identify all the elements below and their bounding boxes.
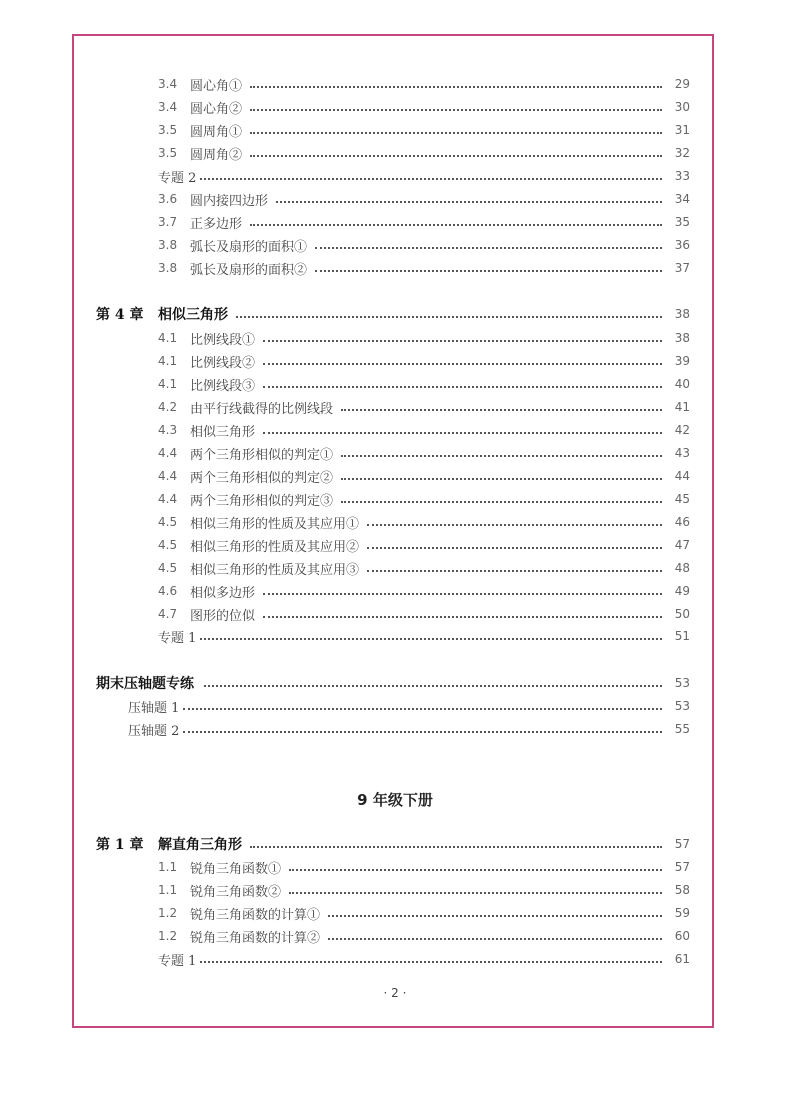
entry-number: 3.5: [158, 123, 178, 137]
dot-leader: [315, 269, 662, 272]
chapter-title: 相似三角形: [158, 307, 228, 323]
entry-title: 圆内接四边形: [190, 193, 269, 209]
dot-leader: [204, 684, 662, 687]
chapter-label: 第 1 章: [96, 837, 144, 853]
entry-number: 4.1: [158, 377, 178, 391]
entry-page: 45: [674, 492, 690, 506]
dot-leader: [367, 546, 662, 549]
entry-page: 30: [674, 100, 690, 114]
entry-title: 压轴题 1: [128, 700, 180, 716]
entry-number: 3.6: [158, 192, 178, 206]
dot-leader: [341, 477, 662, 480]
toc-entry[interactable]: [158, 880, 690, 900]
dot-leader: [250, 223, 662, 226]
entry-title: 压轴题 2: [128, 723, 180, 739]
entry-title: 锐角三角函数的计算②: [190, 930, 321, 946]
toc-entry[interactable]: [128, 696, 690, 716]
toc-entry[interactable]: [158, 235, 690, 255]
dot-leader: [315, 246, 662, 249]
toc-entry[interactable]: [158, 97, 690, 117]
entry-page: 43: [674, 446, 690, 460]
entry-number: 4.2: [158, 400, 178, 414]
entry-title: 弧长及扇形的面积①: [190, 239, 308, 255]
dot-leader: [341, 454, 662, 457]
entry-title: 正多边形: [190, 216, 243, 232]
toc-entry[interactable]: [158, 443, 690, 463]
entry-page: 48: [674, 561, 690, 575]
dot-leader: [200, 637, 662, 640]
entry-page: 36: [674, 238, 690, 252]
toc-entry[interactable]: [128, 719, 690, 739]
entry-page: 42: [674, 423, 690, 437]
dot-leader: [367, 569, 662, 572]
toc-entry[interactable]: [158, 857, 690, 877]
entry-number: 4.5: [158, 538, 178, 552]
entry-number: 3.4: [158, 77, 178, 91]
section-page: 53: [674, 676, 690, 690]
entry-number: 3.7: [158, 215, 178, 229]
dot-leader: [250, 154, 662, 157]
chapter-heading[interactable]: [96, 834, 690, 854]
entry-page: 51: [674, 629, 690, 643]
entry-page: 39: [674, 354, 690, 368]
entry-title: 锐角三角函数①: [190, 861, 282, 877]
chapter-heading[interactable]: [96, 304, 690, 324]
entry-title: 图形的位似: [190, 608, 256, 624]
entry-page: 34: [674, 192, 690, 206]
toc-entry[interactable]: [158, 328, 690, 348]
entry-title: 相似三角形的性质及其应用②: [190, 539, 360, 555]
entry-page: 58: [674, 883, 690, 897]
toc-entry[interactable]: [158, 74, 690, 94]
entry-page: 31: [674, 123, 690, 137]
dot-leader: [341, 500, 662, 503]
entry-title: 比例线段②: [190, 355, 256, 371]
entry-page: 46: [674, 515, 690, 529]
entry-page: 55: [674, 722, 690, 736]
entry-title: 相似三角形: [190, 424, 256, 440]
toc-entry-special[interactable]: [158, 626, 690, 646]
entry-title: 相似多边形: [190, 585, 256, 601]
entry-number: 4.1: [158, 331, 178, 345]
entry-page: 38: [674, 331, 690, 345]
entry-page: 35: [674, 215, 690, 229]
chapter-title: 解直角三角形: [158, 837, 242, 853]
toc-entry[interactable]: [158, 420, 690, 440]
entry-page: 60: [674, 929, 690, 943]
entry-page: 57: [674, 860, 690, 874]
dot-leader: [236, 315, 662, 318]
chapter-page: 38: [674, 307, 690, 321]
toc-entry[interactable]: [158, 351, 690, 371]
toc-entry[interactable]: [158, 926, 690, 946]
entry-page: 44: [674, 469, 690, 483]
entry-title: 锐角三角函数的计算①: [190, 907, 321, 923]
dot-leader: [367, 523, 662, 526]
entry-number: 3.8: [158, 238, 178, 252]
toc-entry[interactable]: [158, 581, 690, 601]
entry-title: 两个三角形相似的判定③: [190, 493, 334, 509]
toc-entry[interactable]: [158, 120, 690, 140]
entry-number: 4.5: [158, 515, 178, 529]
dot-leader: [289, 868, 662, 871]
entry-title: 圆心角①: [190, 78, 243, 94]
dot-leader: [263, 385, 662, 388]
dot-leader: [341, 408, 662, 411]
toc-entry[interactable]: [158, 535, 690, 555]
toc-entry-special[interactable]: [158, 949, 690, 969]
dot-leader: [250, 108, 662, 111]
toc-entry[interactable]: [158, 374, 690, 394]
dot-leader: [250, 131, 662, 134]
entry-number: 1.2: [158, 929, 178, 943]
toc-entry-special[interactable]: [158, 166, 690, 186]
entry-page: 49: [674, 584, 690, 598]
toc-entry[interactable]: [158, 466, 690, 486]
entry-page: 37: [674, 261, 690, 275]
entry-title: 专题 1: [158, 953, 197, 969]
dot-leader: [200, 177, 662, 180]
entry-title: 相似三角形的性质及其应用③: [190, 562, 360, 578]
entry-number: 4.4: [158, 446, 178, 460]
dot-leader: [200, 960, 662, 963]
entry-page: 53: [674, 699, 690, 713]
entry-title: 圆周角②: [190, 147, 243, 163]
dot-leader: [250, 85, 662, 88]
entry-title: 锐角三角函数②: [190, 884, 282, 900]
dot-leader: [263, 339, 662, 342]
entry-number: 3.8: [158, 261, 178, 275]
entry-title: 圆心角②: [190, 101, 243, 117]
entry-page: 33: [674, 169, 690, 183]
dot-leader: [263, 592, 662, 595]
entry-title: 弧长及扇形的面积②: [190, 262, 308, 278]
toc-entry[interactable]: [158, 143, 690, 163]
entry-title: 专题 2: [158, 170, 197, 186]
entry-page: 29: [674, 77, 690, 91]
dot-leader: [250, 845, 662, 848]
entry-number: 4.7: [158, 607, 178, 621]
toc-entry[interactable]: [158, 604, 690, 624]
dot-leader: [263, 615, 662, 618]
entry-number: 3.5: [158, 146, 178, 160]
dot-leader: [183, 730, 662, 733]
toc-entry[interactable]: [158, 512, 690, 532]
entry-number: 4.1: [158, 354, 178, 368]
dot-leader: [183, 707, 662, 710]
entry-number: 4.4: [158, 469, 178, 483]
dot-leader: [289, 891, 662, 894]
entry-page: 47: [674, 538, 690, 552]
dot-leader: [328, 914, 662, 917]
toc-entry[interactable]: [158, 212, 690, 232]
chapter-page: 57: [674, 837, 690, 851]
dot-leader: [328, 937, 662, 940]
entry-title: 圆周角①: [190, 124, 243, 140]
entry-title: 两个三角形相似的判定①: [190, 447, 334, 463]
entry-page: 50: [674, 607, 690, 621]
page-number: · 2 ·: [383, 986, 407, 1000]
entry-title: 两个三角形相似的判定②: [190, 470, 334, 486]
entry-page: 40: [674, 377, 690, 391]
entry-number: 1.1: [158, 883, 178, 897]
dot-leader: [263, 431, 662, 434]
grade-title: 9 年级下册: [357, 791, 433, 809]
entry-number: 4.3: [158, 423, 178, 437]
section-title: 期末压轴题专练: [96, 676, 194, 692]
dot-leader: [263, 362, 662, 365]
entry-page: 61: [674, 952, 690, 966]
entry-title: 专题 1: [158, 630, 197, 646]
toc-entry[interactable]: [158, 489, 690, 509]
entry-number: 4.6: [158, 584, 178, 598]
toc-entry[interactable]: [158, 558, 690, 578]
entry-title: 相似三角形的性质及其应用①: [190, 516, 360, 532]
entry-number: 3.4: [158, 100, 178, 114]
toc-entry[interactable]: [158, 258, 690, 278]
dot-leader: [276, 200, 662, 203]
entry-page: 41: [674, 400, 690, 414]
entry-title: 比例线段③: [190, 378, 256, 394]
toc-entry[interactable]: [158, 189, 690, 209]
entry-number: 4.5: [158, 561, 178, 575]
toc-entry[interactable]: [158, 903, 690, 923]
entry-page: 32: [674, 146, 690, 160]
entry-title: 比例线段①: [190, 332, 256, 348]
entry-title: 由平行线截得的比例线段: [190, 401, 334, 417]
entry-number: 1.1: [158, 860, 178, 874]
entry-page: 59: [674, 906, 690, 920]
section-heading[interactable]: [96, 673, 690, 693]
entry-number: 1.2: [158, 906, 178, 920]
toc-entry[interactable]: [158, 397, 690, 417]
entry-number: 4.4: [158, 492, 178, 506]
chapter-label: 第 4 章: [96, 307, 144, 323]
